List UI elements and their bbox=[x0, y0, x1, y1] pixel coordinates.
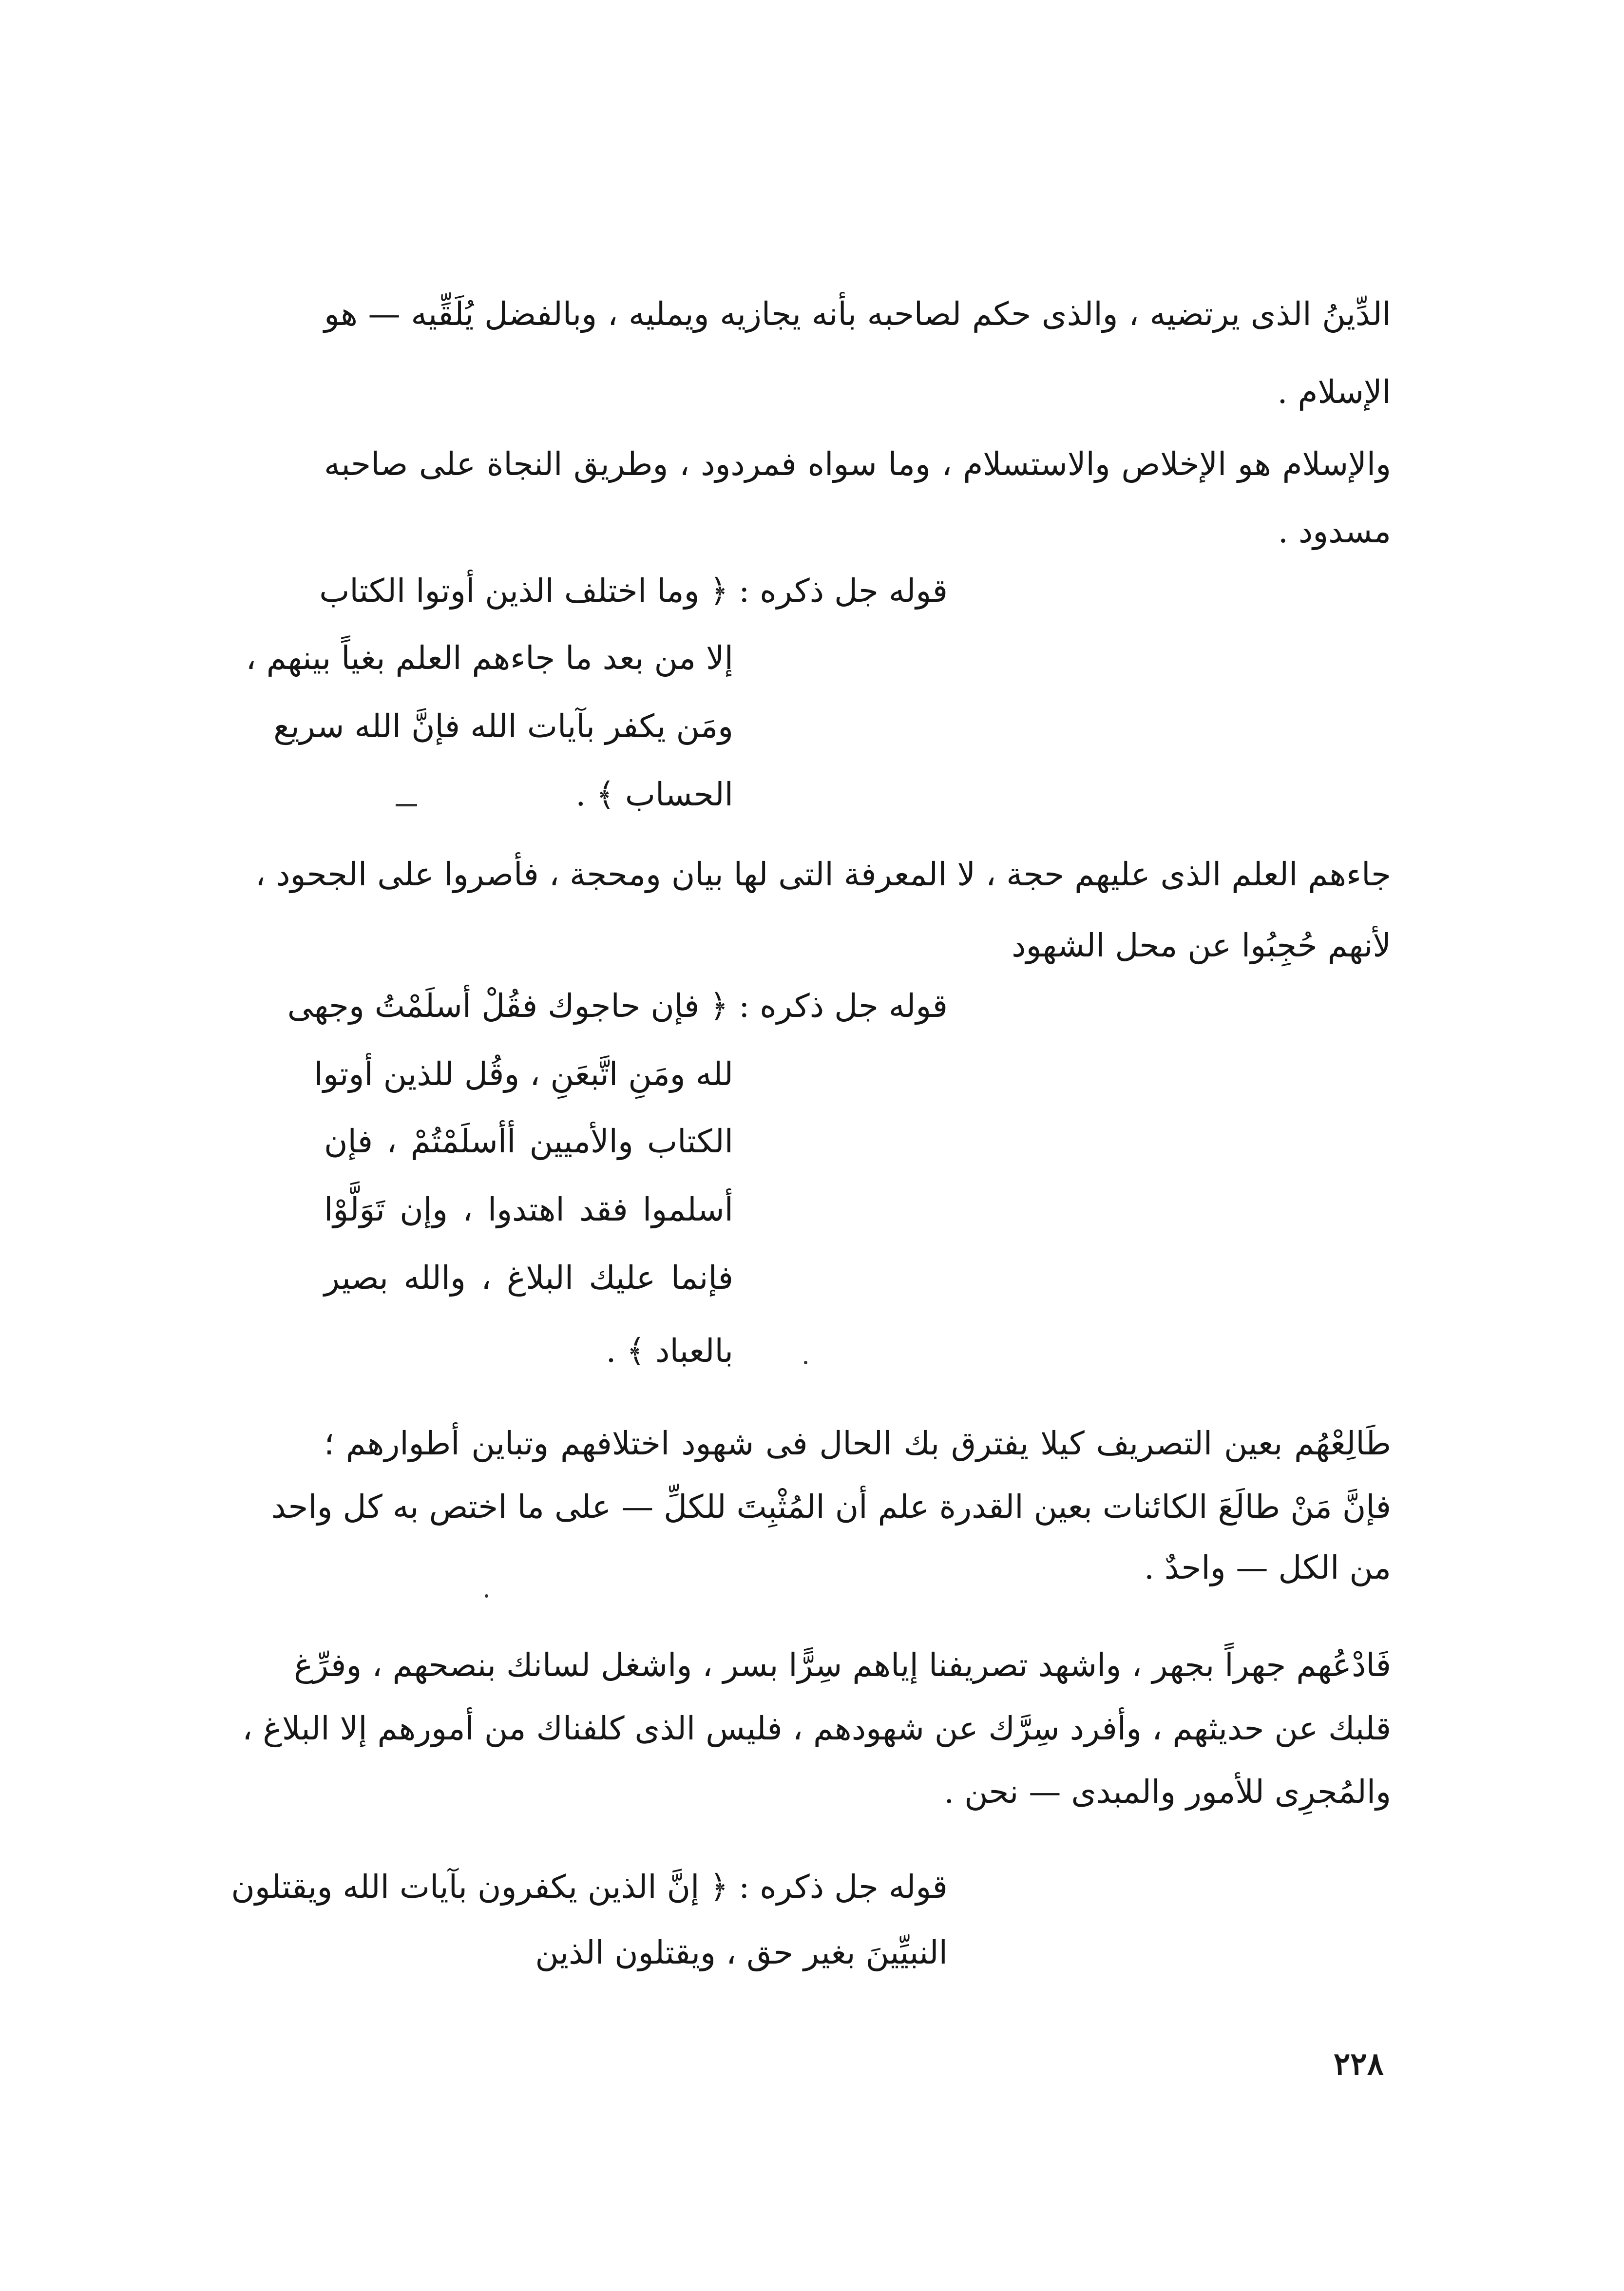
text-line: الإسلام . bbox=[1277, 373, 1391, 411]
text-line: فَادْعُهم جهراً بجهر ، واشهد تصريفنا إياهم سِرًّا بسر ، واشغل لسانك بنصحهم ، وفرِّغ bbox=[294, 1646, 1391, 1684]
text-line: فإنَّ مَنْ طالَعَ الكائنات بعين القدرة علم أن المُثْبِتَ للكلِّ — على ما اختص به كل واحد bbox=[271, 1488, 1391, 1526]
verse-line: أسلموا فقد اهتدوا ، وإن تَوَلَّوْا bbox=[324, 1191, 733, 1228]
verse-line: إلا من بعد ما جاءهم العلم بغياً بينهم ، bbox=[246, 639, 733, 677]
verse-line: لله ومَنِ اتَّبعَنِ ، وقُل للذين أوتوا bbox=[314, 1055, 733, 1093]
verse-line: ومَن يكفر بآيات الله فإنَّ الله سريع bbox=[273, 707, 733, 745]
verse-line: الحساب ﴾ . bbox=[575, 776, 733, 813]
verse-line: قوله جل ذكره : ﴿ وما اختلف الذين أوتوا الكتاب bbox=[319, 572, 948, 610]
scan-mark bbox=[804, 1361, 807, 1364]
scan-mark bbox=[485, 1594, 488, 1598]
verse-line: الكتاب والأميين أأسلَمْتُمْ ، فإن bbox=[324, 1123, 733, 1160]
verse-line: فإنما عليك البلاغ ، والله بصير bbox=[324, 1259, 733, 1297]
text-line: والإسلام هو الإخلاص والاستسلام ، وما سواه فمردود ، وطريق النجاة على صاحبه bbox=[324, 445, 1391, 483]
verse-line: قوله جل ذكره : ﴿ فإن حاجوك فقُلْ أسلَمْتُ وجهى bbox=[287, 987, 948, 1025]
verse-line: بالعباد ﴾ . bbox=[606, 1332, 733, 1370]
text-line: جاءهم العلم الذى عليهم حجة ، لا المعرفة التى لها بيان ومحجة ، فأصروا على الجحود ، bbox=[255, 856, 1391, 893]
text-line: لأنهم حُجِبُوا عن محل الشهود bbox=[1012, 927, 1391, 964]
verse-line: قوله جل ذكره : ﴿ إنَّ الذين يكفرون بآيات الله ويقتلون bbox=[231, 1868, 948, 1906]
text-line: مسدود . bbox=[1278, 513, 1391, 550]
text-line: طَالِعْهُم بعين التصريف كيلا يفترق بك الحال فى شهود اختلافهم وتباين أطوارهم ؛ bbox=[324, 1425, 1391, 1462]
verse-line: النبيِّينَ بغير حق ، ويقتلون الذين bbox=[535, 1934, 948, 1971]
text-line: الدِّينُ الذى يرتضيه ، والذى حكم لصاحبه بأنه يجازيه ويمليه ، وبالفضل يُلَقِّيه — هو bbox=[324, 295, 1391, 333]
page-number: ٢٢٨ bbox=[1333, 2046, 1384, 2082]
text-line: والمُجرِى للأمور والمبدى — نحن . bbox=[944, 1773, 1391, 1811]
scan-mark bbox=[396, 804, 417, 806]
text-line: من الكل — واحدٌ . bbox=[1144, 1549, 1391, 1586]
text-line: قلبك عن حديثهم ، وأفرد سِرَّك عن شهودهم ، فليس الذى كلفناك من أمورهم إلا البلاغ ، bbox=[242, 1710, 1391, 1747]
